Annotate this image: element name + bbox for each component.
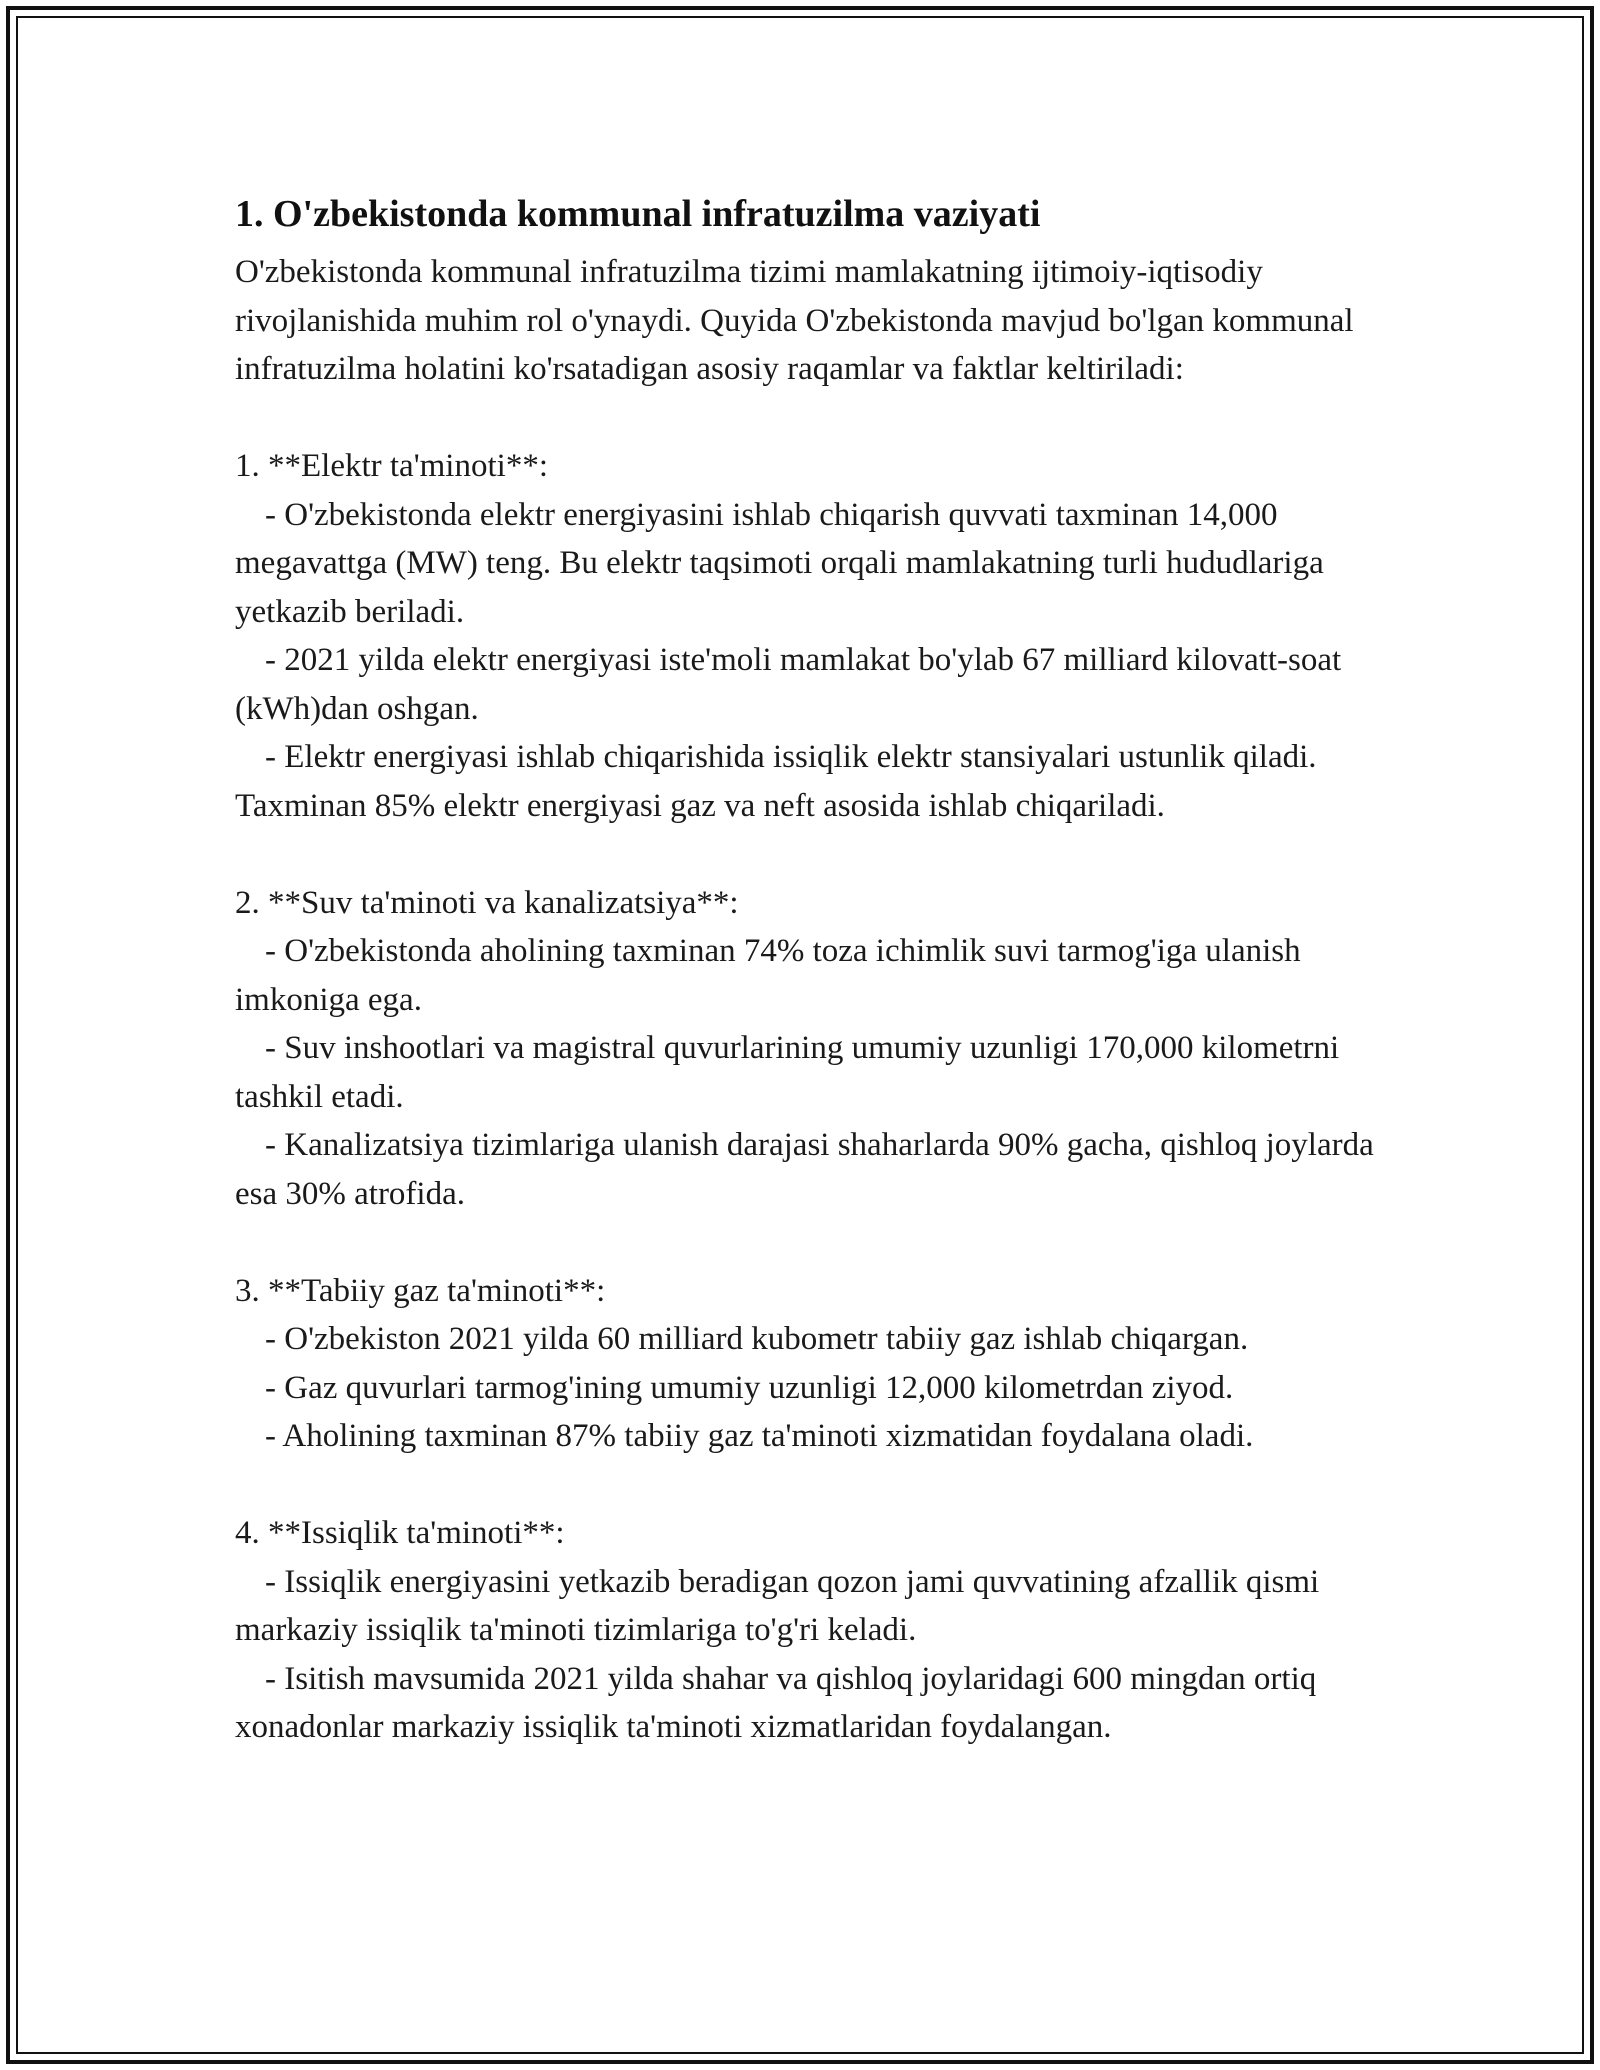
section-heating [235,1509,1415,1752]
list-item: - O'zbekiston 2021 yilda 60 milliard kubometr tabiiy gaz ishlab chiqargan. [265,1321,1249,1357]
list-item: - O'zbekistonda aholining taxminan 74% toza ichimlik suvi tarmog'iga ulanish imkoniga ega. [235,933,1309,1018]
section-water [235,879,1415,1219]
spacer [235,1461,1415,1510]
section-heading: 3. **Tabiiy gaz ta'minoti**: [235,1272,606,1309]
list-item: - Kanalizatsiya tizimlariga ulanish darajasi shaharlarda 90% gacha, qishloq joylarda esa 30% atrofida. [235,1127,1383,1212]
list-item: - Gaz quvurlari tarmog'ining umumiy uzunligi 12,000 kilometrdan ziyod. [265,1369,1234,1406]
list-item: - Suv inshootlari va magistral quvurlarining umumiy uzunligi 170,000 kilometrni tashkil etadi. [235,1030,1348,1115]
list-item: - Issiqlik energiyasini yetkazib beradigan qozon jami quvvatining afzallik qismi markaziy issiqlik ta'minoti tizimlariga to'g'ri keladi. [235,1563,1328,1648]
list-item: - Isitish mavsumida 2021 yilda shahar va qishloq joylaridagi 600 mingdan ortiq xonadonlar markaziy issiqlik ta'minoti xizmatlaridan foydalangan. [235,1660,1325,1745]
section-gas [235,1267,1415,1461]
intro-paragraph: O'zbekistonda kommunal infratuzilma tizimi mamlakatning ijtimoiy-iqtisodiy rivojlanishida muhim rol o'ynaydi. Quyida O'zbekistonda mavjud bo'lgan kommunal infratuzilma holatini ko'rsatadigan asosiy raqamlar va faktlar keltiriladi: [235,254,1362,387]
list-item: - 2021 yilda elektr energiyasi iste'moli mamlakat bo'ylab 67 milliard kilovatt-soat (kWh)dan oshgan. [235,642,1350,727]
list-item: - O'zbekistonda elektr energiyasini ishlab chiqarish quvvati taxminan 14,000 megavattga (MW) teng. Bu elektr taqsimoti orqali mamlakatning turli hududlariga yetkazib beriladi. [235,496,1332,630]
document-body [235,188,1415,1752]
section-heading: 1. **Elektr ta'minoti**: [235,448,548,484]
section-heading: 4. **Issiqlik ta'minoti**: [235,1515,565,1551]
list-item: - Aholining taxminan 87% tabiiy gaz ta'minoti xizmatidan foydalana oladi. [265,1418,1254,1454]
spacer [235,394,1415,443]
spacer [235,1218,1415,1267]
section-heading: 2. **Suv ta'minoti va kanalizatsiya**: [235,884,739,921]
list-item: - Elektr energiyasi ishlab chiqarishida issiqlik elektr stansiyalari ustunlik qiladi. Taxminan 85% elektr energiyasi gaz va neft asosida ishlab chiqariladi. [235,739,1325,824]
section-electricity [235,442,1415,830]
document-title: 1. O'zbekistonda kommunal infratuzilma vaziyati [235,193,1041,235]
spacer [235,830,1415,879]
